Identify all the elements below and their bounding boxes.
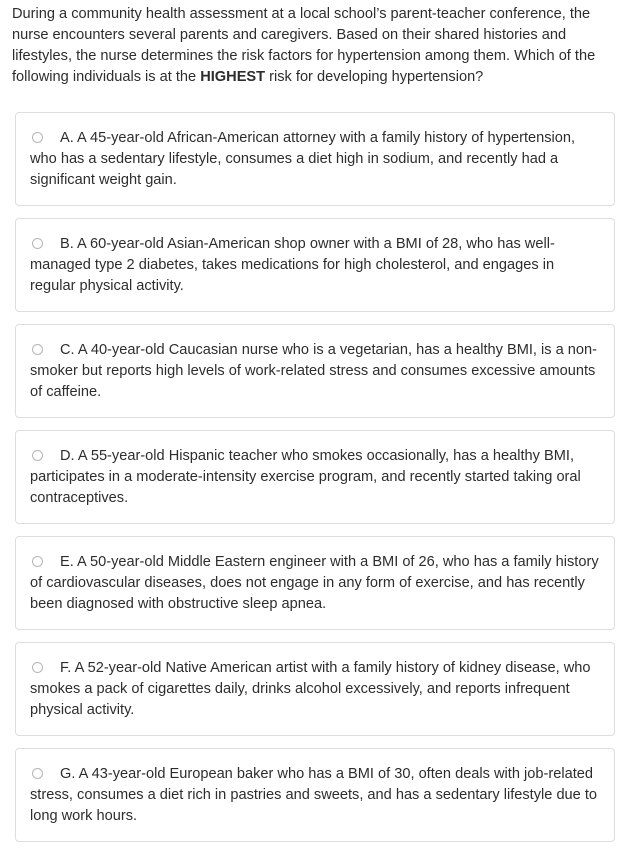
option-f-label: F. A 52-year-old Native American artist with a family history of kidney disease, who smokes a pack of cigarettes daily, drinks alcohol excessively, and reports infrequent physical activity. xyxy=(30,660,591,718)
radio-button-a[interactable] xyxy=(32,132,43,143)
option-f[interactable] xyxy=(15,642,615,736)
option-c-label: C. A 40-year-old Caucasian nurse who is a vegetarian, has a healthy BMI, is a non-smoker but reports high levels of work-related stress and consumes excessive amounts of caffeine. xyxy=(30,342,598,400)
option-b[interactable] xyxy=(15,218,615,312)
question-text-after: risk for developing hypertension? xyxy=(265,69,484,85)
option-c[interactable] xyxy=(15,324,615,418)
radio-button-g[interactable] xyxy=(32,768,43,779)
option-g-label: G. A 43-year-old European baker who has a BMI of 30, often deals with job-related stress, consumes a diet rich in pastries and sweets, and has a sedentary lifestyle due to long work hours. xyxy=(30,766,598,824)
option-d-label: D. A 55-year-old Hispanic teacher who smokes occasionally, has a healthy BMI, participates in a moderate-intensity exercise program, and recently started taking oral contraceptives. xyxy=(30,448,581,506)
radio-button-c[interactable] xyxy=(32,344,43,355)
option-a-label: A. A 45-year-old African-American attorney with a family history of hypertension, who has a sedentary lifestyle, consumes a diet high in sodium, and recently had a significant weight gain. xyxy=(30,130,576,188)
option-a[interactable] xyxy=(15,112,615,206)
radio-button-f[interactable] xyxy=(32,662,43,673)
question-text-before: During a community health assessment at a local school’s parent-teacher conference, the nurse encounters several parents and caregivers. Based on their shared histories and lifestyles, the nurse determines the risk factors for hypertension among them. Which of the following individuals is at the xyxy=(12,6,596,85)
radio-button-b[interactable] xyxy=(32,238,43,249)
question-text xyxy=(12,4,620,88)
option-e[interactable] xyxy=(15,536,615,630)
radio-button-e[interactable] xyxy=(32,556,43,567)
option-g[interactable] xyxy=(15,748,615,842)
option-d[interactable] xyxy=(15,430,615,524)
radio-button-d[interactable] xyxy=(32,450,43,461)
question-emphasis: HIGHEST xyxy=(200,69,266,85)
option-e-label: E. A 50-year-old Middle Eastern engineer with a BMI of 26, who has a family history of cardiovascular diseases, does not engage in any form of exercise, and has recently been diagnosed with obstructive sleep apnea. xyxy=(30,554,599,612)
option-b-label: B. A 60-year-old Asian-American shop owner with a BMI of 28, who has well-managed type 2 diabetes, takes medications for high cholesterol, and engages in regular physical activity. xyxy=(30,236,555,294)
